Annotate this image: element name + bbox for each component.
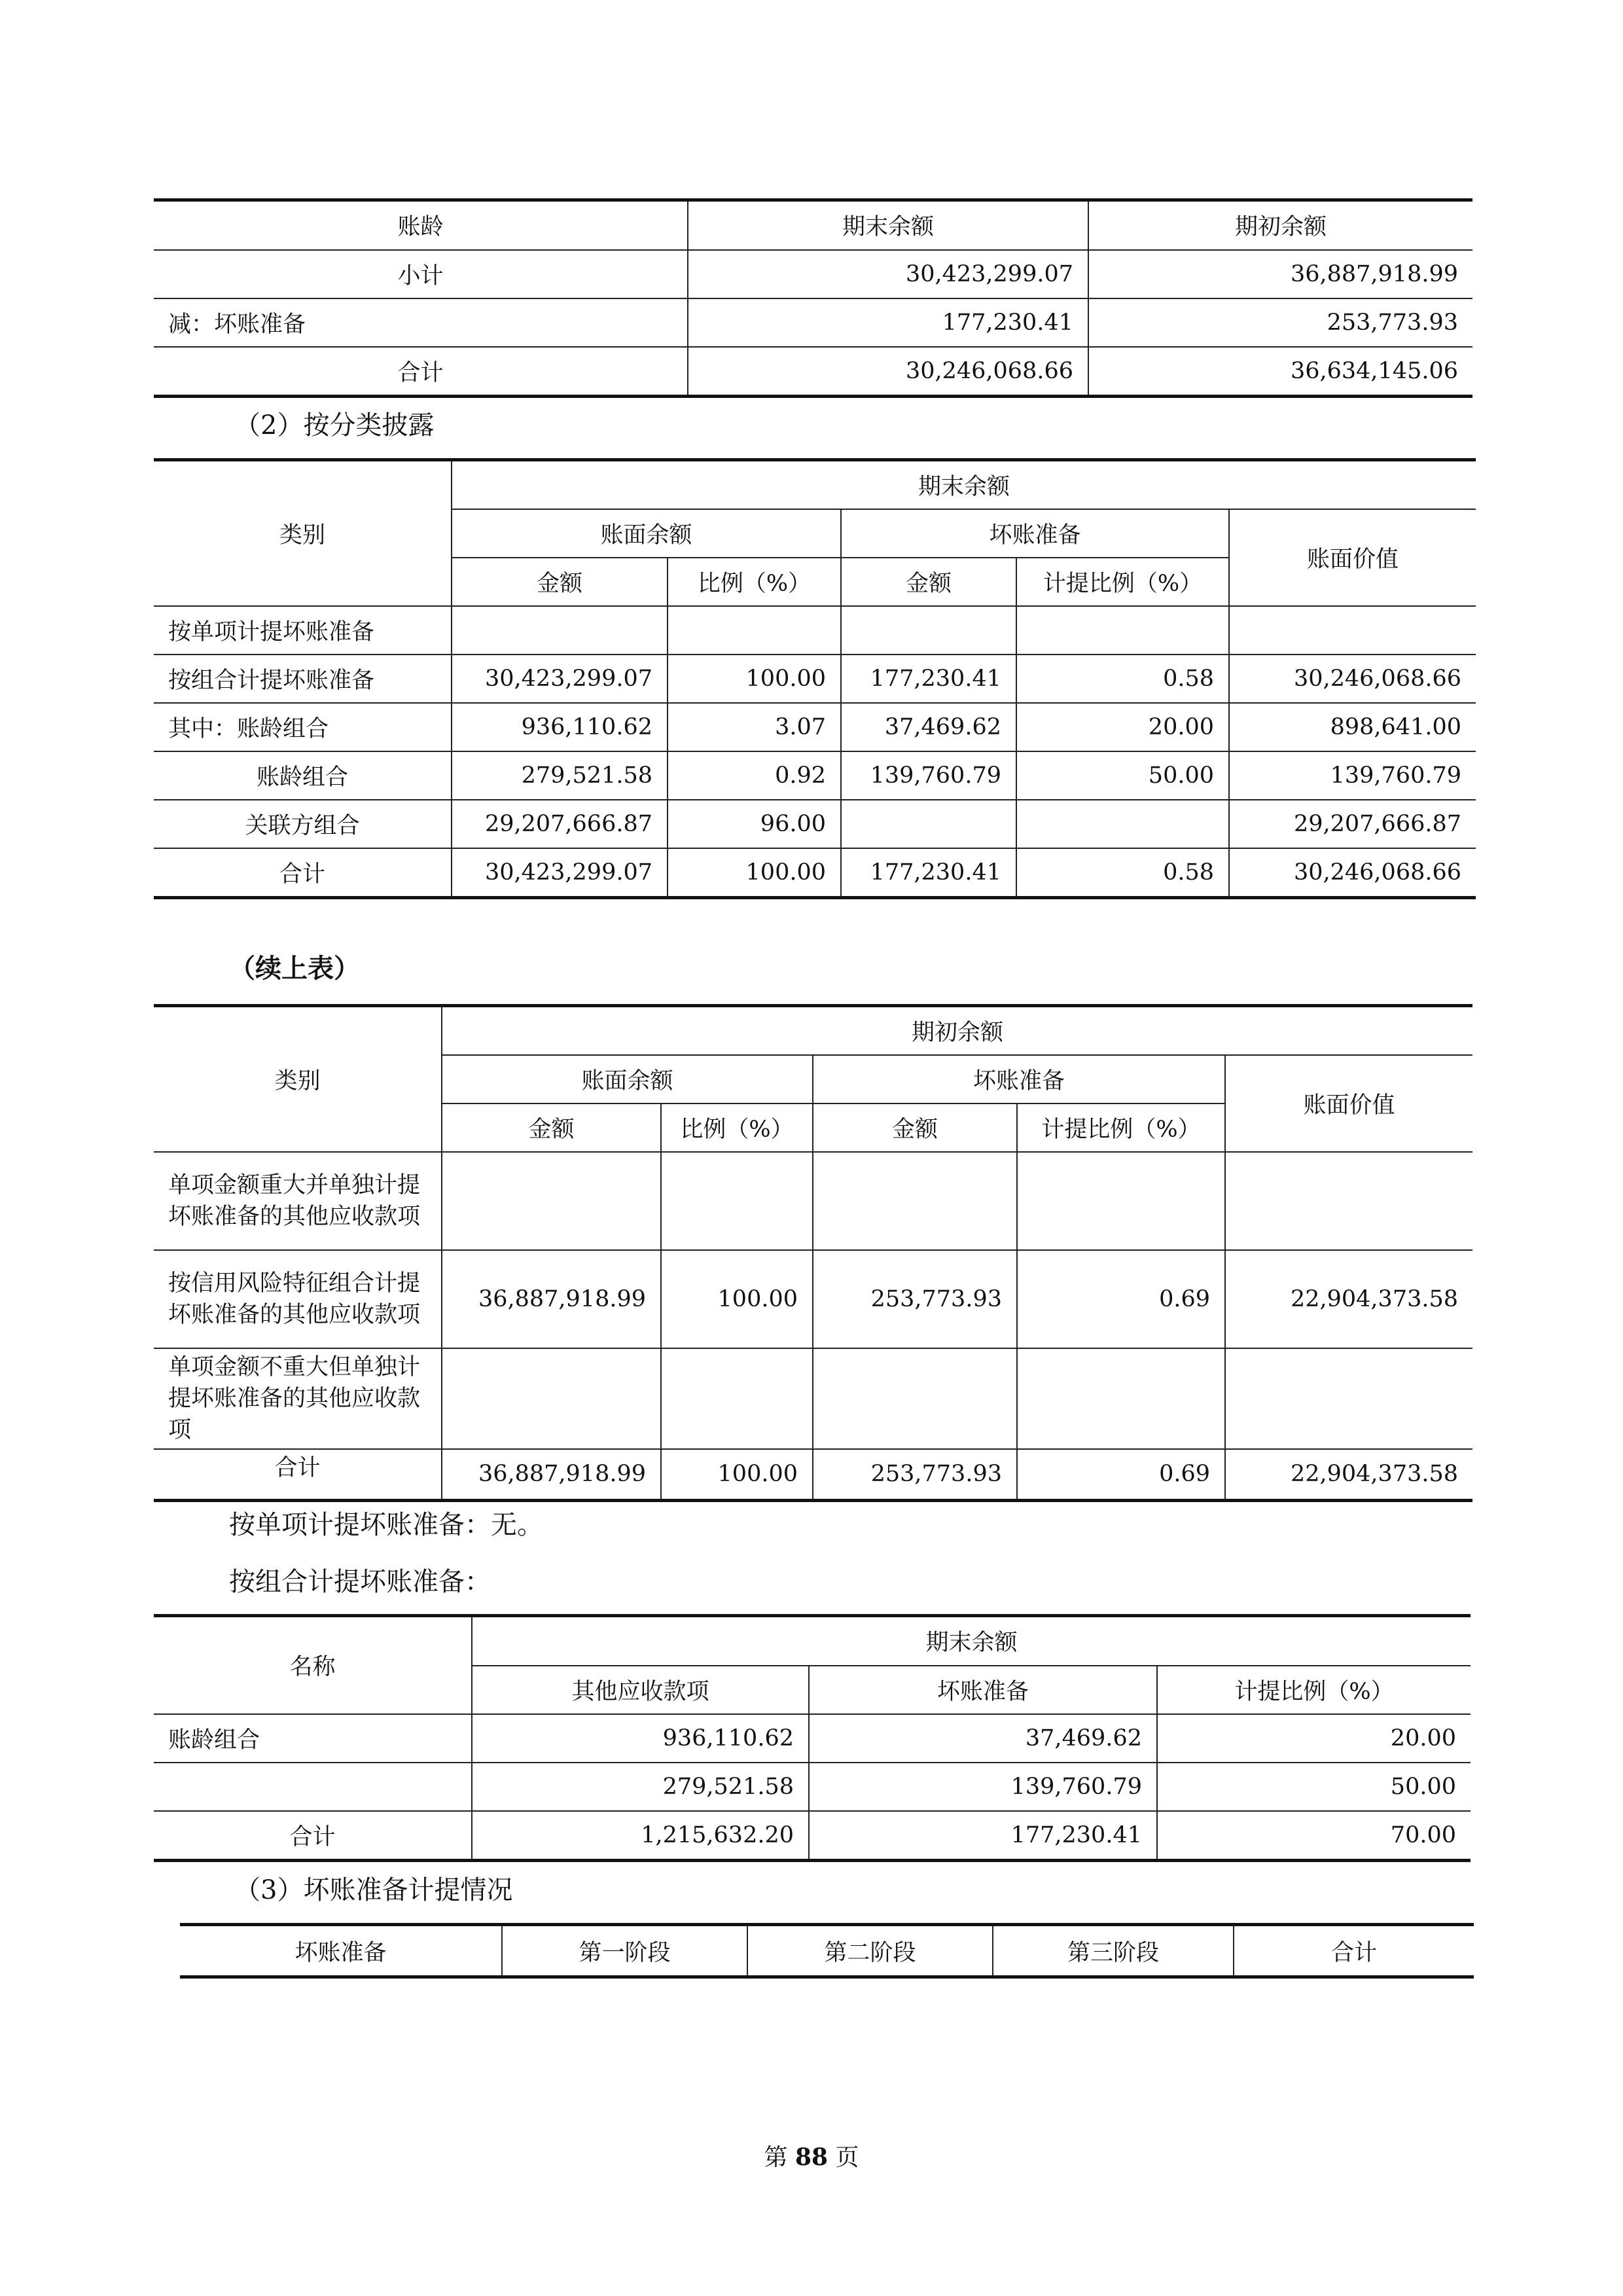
group-provision-table: 名称 期末余额 其他应收款项 坏账准备 计提比例（%） 账龄组合 936,110.62 37,469.62 20.00 279,521.58 139,760.79 50.00 合计 1,215,632.20 177,230.41 70.00 [154, 1614, 1471, 1862]
book-value-header: 账面价值 [1229, 509, 1476, 606]
table-row: 合计 36,887,918.99 100.00 253,773.93 0.69 22,904,373.58 [154, 1449, 1472, 1500]
period-header: 期初余额 [442, 1006, 1472, 1056]
period-header: 期末余额 [452, 460, 1476, 510]
page-number: 88 [794, 2144, 829, 2171]
book-value-header: 账面价值 [1225, 1055, 1472, 1152]
aging-header: 账龄 [154, 200, 688, 250]
classification-end-table: 类别 期末余额 账面余额 坏账准备 账面价值 金额 比例（%） 金额 计提比例（%） 按单项计提坏账准备 按组合计提坏账准备 30,423,299.07 100.00 177,230.41 0.58 30,246,068.66 其中：账龄组合 936,110.62 3.07 37,469.62 20.00 898,641.00 账龄组合 279,521.58 0.92 139,760.79 50.00 139,760.79 关联方组合 29,207,666.87 96.00 29,207,666.87 合计 30,423,299.07 100.00 177,230.41 0.58 30,246,068.66 [154, 458, 1476, 899]
period-header: 期末余额 [472, 1616, 1471, 1666]
page-footer: 第 88 页 [764, 2144, 859, 2171]
end-balance-header: 期末余额 [688, 200, 1088, 250]
table-row: 合计 30,423,299.07 100.00 177,230.41 0.58 30,246,068.66 [154, 848, 1476, 898]
stage-three-header: 第三阶段 [993, 1925, 1234, 1977]
table-row: 减：坏账准备 177,230.41 253,773.93 [154, 298, 1472, 347]
bad-debt-header: 坏账准备 [841, 509, 1229, 558]
table-row: 279,521.58 139,760.79 50.00 [154, 1763, 1471, 1811]
table-row: 小计 30,423,299.07 36,887,918.99 [154, 250, 1472, 298]
table-row: 其中：账龄组合 936,110.62 3.07 37,469.62 20.00 898,641.00 [154, 703, 1476, 751]
stage-two-header: 第二阶段 [747, 1925, 993, 1977]
table-row: 按单项计提坏账准备 [154, 606, 1476, 655]
classification-begin-table: 类别 期初余额 账面余额 坏账准备 账面价值 金额 比例（%） 金额 计提比例（%） 单项金额重大并单独计提坏账准备的其他应收款项 按信用风险特征组合计提坏账准备的其他应收款项 36,887,918.99 100.00 253,773.93 0.69 22,904,373.58 单项金额不重大但单独计提坏账准备的其他应收款项 合计 36,887,918.99 100.00 253,773.93 0.69 22,904,373.58 [154, 1004, 1472, 1502]
book-balance-header: 账面余额 [442, 1055, 813, 1103]
section3-title: （3）坏账准备计提情况 [234, 1875, 513, 1905]
note-group: 按组合计提坏账准备： [229, 1567, 491, 1597]
table-row: 按信用风险特征组合计提坏账准备的其他应收款项 36,887,918.99 100.00 253,773.93 0.69 22,904,373.58 [154, 1250, 1472, 1348]
category-header: 类别 [154, 1006, 442, 1153]
table-row: 关联方组合 29,207,666.87 96.00 29,207,666.87 [154, 800, 1476, 848]
table-row: 合计 1,215,632.20 177,230.41 70.00 [154, 1811, 1471, 1861]
section2-title: （2）按分类披露 [234, 410, 435, 440]
note-single: 按单项计提坏账准备：无。 [229, 1510, 543, 1540]
table-row: 单项金额不重大但单独计提坏账准备的其他应收款项 [154, 1348, 1472, 1449]
book-balance-header: 账面余额 [452, 509, 841, 558]
stage-one-header: 第一阶段 [502, 1925, 747, 1977]
category-header: 类别 [154, 460, 452, 607]
begin-balance-header: 期初余额 [1088, 200, 1472, 250]
table-row: 账龄组合 279,521.58 0.92 139,760.79 50.00 139,760.79 [154, 751, 1476, 800]
table-row: 单项金额重大并单独计提坏账准备的其他应收款项 [154, 1152, 1472, 1250]
table-row: 账龄组合 936,110.62 37,469.62 20.00 [154, 1714, 1471, 1763]
bad-debt-stage-table [180, 1923, 1474, 1979]
table-row: 按组合计提坏账准备 30,423,299.07 100.00 177,230.41 0.58 30,246,068.66 [154, 655, 1476, 703]
bad-debt-header: 坏账准备 [813, 1055, 1225, 1103]
table-row: 合计 30,246,068.66 36,634,145.06 [154, 347, 1472, 397]
continued-title: （续上表） [229, 953, 360, 984]
aging-table [154, 198, 1472, 398]
bad-debt-header: 坏账准备 [180, 1925, 502, 1977]
name-header: 名称 [154, 1616, 472, 1714]
total-header: 合计 [1234, 1925, 1474, 1977]
